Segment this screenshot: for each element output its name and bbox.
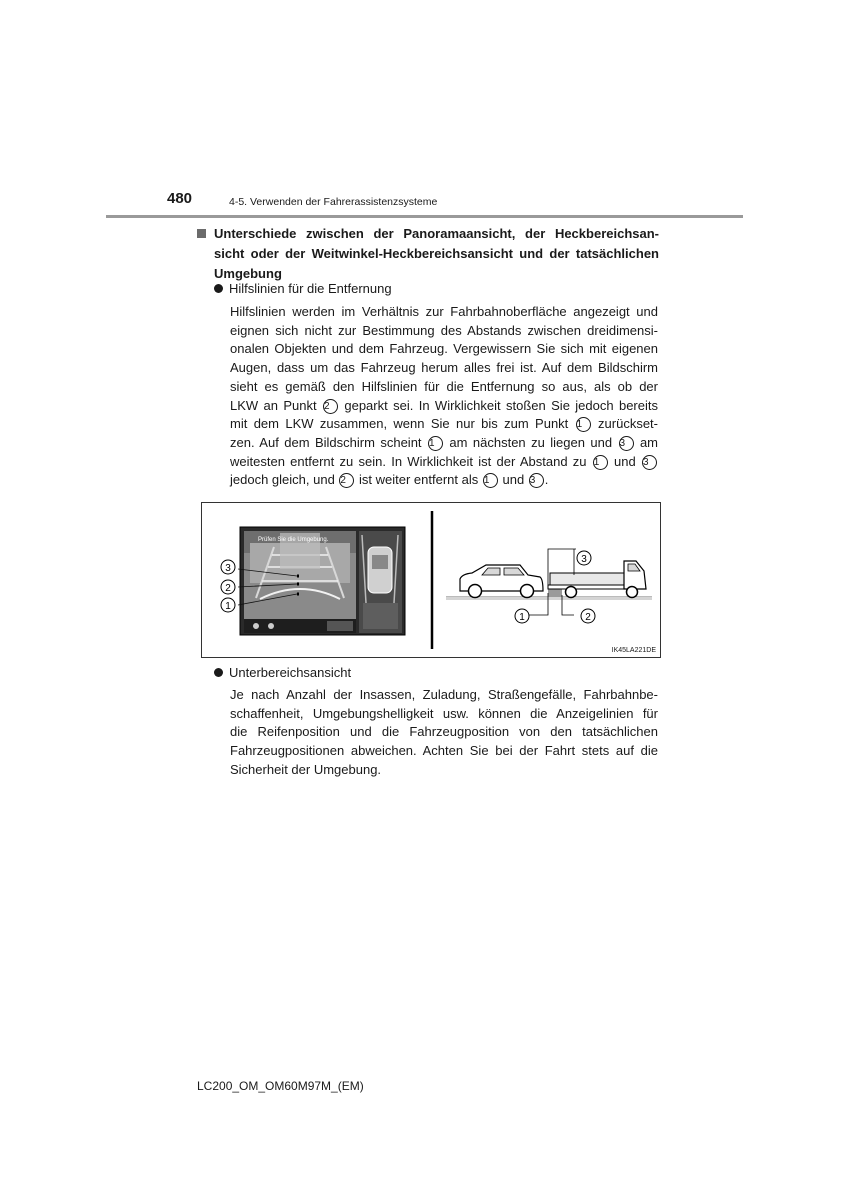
paragraph-line: Je nach Anzahl der Insassen, Zuladung, Straßengefälle, Fahrbahnbe- [230, 687, 658, 702]
bullet-dot-icon [214, 284, 223, 293]
paragraph-line: Sicherheit der Umgebung. [230, 761, 382, 777]
text-segment: und [498, 472, 528, 488]
bullet-label: Hilfslinien für die Entfernung [229, 281, 392, 296]
footer-code: LC200_OM_OM60M97M_(EM) [197, 1079, 364, 1093]
text-segment: Hilfslinien werden im Verhältnis zur Fahrbahnoberfläche angezeigt und [230, 304, 658, 319]
text-segment: Augen, dass um das Fahrzeug herum alles frei ist. Auf dem Bildschirm [230, 360, 658, 376]
paragraph-line [230, 415, 658, 434]
text-segment: ist weiter entfernt als [355, 472, 482, 488]
heading-line: sicht oder der Weitwinkel-Heckbereichsansicht und der tatsächlichen [214, 246, 659, 261]
side-point-label-3: 3 [581, 554, 587, 565]
bullet-dot-icon [214, 668, 223, 677]
paragraph-line [230, 359, 658, 378]
text-segment: zurückset- [591, 416, 658, 432]
text-segment: eignen sich nicht zur Bestimmung des Abstands zwischen dreidimensi- [230, 322, 658, 338]
circled-number-3: 3 [529, 473, 544, 488]
text-segment: sieht es gemäß den Hilfslinien für die Entfernung so aus, als ob der [230, 378, 658, 394]
paragraph-line [230, 471, 658, 490]
text-segment: geparkt sei. In Wirklichkeit stoßen Sie jedoch bereits [339, 397, 658, 413]
bullet-label: Unterbereichsansicht [229, 665, 352, 680]
text-segment: . [544, 472, 549, 488]
section-title: 4-5. Verwenden der Fahrerassistenzsysteme [229, 196, 438, 208]
paragraph-line [230, 322, 658, 341]
figure-camera-vs-reality [201, 502, 661, 658]
paragraph-sub-area-view [230, 686, 658, 780]
paragraph-line [230, 434, 658, 453]
section-heading [197, 224, 659, 284]
screen-point-labels [221, 560, 235, 612]
circled-number-2: 2 [323, 399, 338, 414]
paragraph-line [230, 453, 658, 472]
side-view-illustration [446, 549, 652, 615]
paragraph-line: schaffenheit, Umgebungshelligkeit usw. können die Anzeigelinien für [230, 705, 658, 721]
paragraph-line [230, 378, 658, 397]
point-label-2: 2 [225, 583, 231, 594]
heading-line: Unterschiede zwischen der Panoramaansicht, der Heckbereichsan- [214, 226, 659, 241]
paragraph-line: die Reifenposition und die Fahrzeugposition von den tatsächlichen [230, 724, 658, 740]
header-rule [106, 215, 743, 218]
circled-number-1: 1 [483, 473, 498, 488]
circled-number-3: 3 [642, 455, 657, 470]
text-segment: jedoch gleich, und [230, 472, 339, 488]
paragraph-distance-guides [230, 303, 658, 490]
circled-number-3: 3 [619, 436, 634, 451]
bullet-distance-guides [214, 280, 392, 298]
text-segment: am nächsten zu liegen und [443, 434, 618, 450]
square-bullet-icon [197, 229, 206, 238]
figure-illustration [202, 503, 660, 657]
point-label-3: 3 [225, 563, 231, 574]
circled-number-1: 1 [576, 417, 591, 432]
paragraph-line [230, 340, 658, 359]
paragraph-line [230, 303, 658, 322]
text-segment: LKW an Punkt [230, 397, 322, 413]
circled-number-1: 1 [593, 455, 608, 470]
bullet-sub-area-view [214, 664, 351, 682]
side-point-label-2: 2 [585, 612, 591, 623]
text-segment: zen. Auf dem Bildschirm scheint [230, 434, 427, 450]
point-label-1: 1 [225, 601, 231, 612]
circled-number-2: 2 [339, 473, 354, 488]
camera-screen [238, 527, 405, 635]
text-segment: am [634, 434, 659, 450]
text-segment: onalen Objekten und dem Fahrzeug. Vergewissern Sie sich mit eigenen [230, 341, 658, 357]
circled-number-1: 1 [428, 436, 443, 451]
paragraph-line [230, 397, 658, 416]
paragraph-line: Fahrzeugpositionen abweichen. Achten Sie bei der Fahrt stets auf die [230, 743, 658, 759]
figure-id: IK45LA221DE [611, 647, 656, 654]
screen-caption: Prüfen Sie die Umgebung. [258, 537, 329, 543]
text-segment: weitesten entfernt zu sein. In Wirklichkeit ist der Abstand zu [230, 453, 592, 469]
heading-line: Umgebung [214, 266, 282, 281]
page-number: 480 [167, 190, 193, 207]
text-segment: mit dem LKW zusammen, wenn Sie nur bis zum Punkt [230, 416, 575, 432]
text-segment: und [608, 453, 641, 469]
side-point-label-1: 1 [519, 612, 525, 623]
